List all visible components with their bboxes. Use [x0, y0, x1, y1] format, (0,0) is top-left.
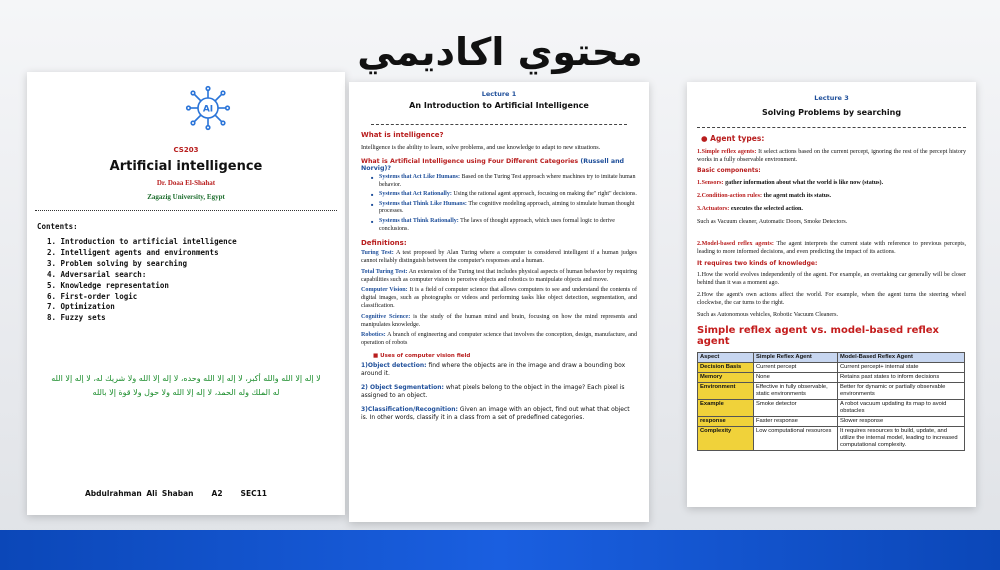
- ai-brain-icon: [184, 84, 232, 132]
- table-row: [698, 373, 965, 383]
- column-header: Simple Reflex Agent: [754, 353, 838, 363]
- author-name: Abdulrahman Ali Shaban: [85, 489, 194, 498]
- table-of-contents: [47, 237, 237, 324]
- bottom-bar: [0, 530, 1000, 570]
- table-cell: Current percept+ internal state: [838, 363, 965, 373]
- subheading: Basic components:: [697, 167, 761, 174]
- table-cell: Effective in fully observable, static environments: [754, 383, 838, 400]
- definition: Cognitive Science: is the study of the human mind and brain, focusing on how the mind represents and manipulates knowledge.: [361, 313, 637, 328]
- table-row: [698, 417, 965, 427]
- table-cell: Faster response: [754, 417, 838, 427]
- column-header: Aspect: [698, 353, 754, 363]
- instructor: Dr. Doaa El-Shahat: [156, 179, 216, 187]
- table-row: [698, 427, 965, 451]
- toc-item: 5. Knowledge representation: [47, 280, 169, 290]
- lecture-label: Lecture 1: [481, 90, 517, 98]
- comparison-title: Simple reflex agent vs. model-based reflex agent: [697, 325, 940, 347]
- comparison-table: [697, 352, 965, 451]
- cover-page: [27, 72, 345, 515]
- group: A2: [211, 489, 223, 498]
- university: Zagazig University, Egypt: [147, 193, 225, 201]
- toc-item: 6. First-order logic: [47, 291, 138, 301]
- toc-item: 3. Problem solving by searching: [47, 258, 187, 268]
- table-row: [698, 400, 965, 417]
- use-item: 2) Object Segmentation: what pixels belong to the object in the image? Each pixel is assigned to an object.: [361, 383, 625, 399]
- table-cell: Smoke detector: [754, 400, 838, 417]
- table-cell: It requires resources to build, update, and utilize the internal model, leading to increased computational complexity.: [838, 427, 965, 451]
- table-cell: Decision Basis: [698, 363, 754, 373]
- divider: [35, 210, 337, 211]
- page-title: محتوي اكاديمي: [357, 30, 643, 74]
- section-heading: ● Agent types:: [701, 134, 765, 143]
- section-heading: What is Artificial Intelligence using Four Different Categories (Russell and Norvig)?: [361, 158, 625, 172]
- dua-line: لا إله إلا الله والله أكبر، لا إله إلا الله وحده، لا إله إلا الله ولا شريك له، لا إله إلا الله: [51, 374, 321, 383]
- table-cell: Slower response: [838, 417, 965, 427]
- toc-item: 2. Intelligent agents and environments: [47, 247, 219, 257]
- lecture-label: Lecture 3: [814, 94, 849, 102]
- table-header-row: [698, 353, 965, 363]
- table-row: [698, 383, 965, 400]
- table-cell: None: [754, 373, 838, 383]
- use-item: 1)Object detection: find where the objects are in the image and draw a bounding box around it.: [361, 361, 626, 377]
- lecture3-page: [687, 82, 976, 507]
- logo-text: AI: [202, 104, 214, 115]
- definition: Total Turing Test: An extension of the Turing test that includes physical aspects of human behavior by requiring capabilities such as computer vision to perceive objects and robotics to manipulate objects and move.: [361, 268, 638, 283]
- definition: Computer Vision: It is a field of computer science that allows computers to see and understand the contents of digital images, such as photographs or videos and performing tasks like object detection, segmentation, and classification.: [361, 287, 637, 309]
- lecture-title: Solving Problems by searching: [761, 108, 902, 117]
- table-cell: A robot vacuum updating its map to avoid obstacles: [838, 400, 965, 417]
- list-item: ■ Systems that Act Like Humans: Based on the Turing Test approach where machines try to imitate human behavior.: [371, 174, 637, 189]
- table-cell: Better for dynamic or partially observable environments: [838, 383, 965, 400]
- list-item: ■ Systems that Act Rationally: Using the rational agent approach, focusing on making the" right" decisions.: [371, 191, 637, 199]
- course-code: CS203: [173, 146, 199, 154]
- course-title: Artificial intelligence: [109, 159, 263, 174]
- author-line: [85, 489, 285, 498]
- definition: Turing Test: A test proposed by Alan Turing where a computer is considered intelligent if a human judges cannot reliably distinguish between the computer's responses and a human.: [361, 250, 637, 264]
- column-header: Model-Based Reflex Agent: [838, 353, 965, 363]
- paragraph: 1.Simple reflex agents: It select actions based on the current percept, ignoring the rest of the percept history works in a fully observable environment.: [697, 149, 966, 163]
- table-row: [698, 363, 965, 373]
- category-list: [371, 174, 637, 233]
- knowledge-item: 2.How the agent's own actions affect the world. For example, when the agent turns the steering wheel clockwise, the car turns to the right.: [697, 292, 966, 306]
- table-cell: Complexity: [698, 427, 754, 451]
- table-cell: Environment: [698, 383, 754, 400]
- table-cell: Example: [698, 400, 754, 417]
- use-item: 3)Classification/Recognition: Given an image with an object, find out what that object is. In other words, classify it in a class from a set of predefined categories.: [361, 405, 630, 421]
- divider: [371, 124, 627, 125]
- paragraph: Such as Vacuum cleaner, Automatic Doors, Smoke Detectors.: [697, 219, 848, 225]
- subheading: It requires two kinds of knowledge:: [697, 260, 818, 267]
- list-item: ■ Systems that Think Like Humans: The cognitive modeling approach, aiming to simulate human thought processes.: [371, 201, 637, 216]
- table-cell: Low computational resources: [754, 427, 838, 451]
- dua-text: [35, 372, 337, 400]
- lecture-title: An Introduction to Artificial Intelligence: [409, 101, 589, 110]
- subheading: ■ Uses of computer vision field: [373, 352, 471, 359]
- dua-line: له الملك وله الحمد، لا إله إلا الله ولا حول ولا قوة إلا بالله: [92, 388, 280, 397]
- toc-item: 1. Introduction to artificial intelligence: [47, 237, 237, 246]
- lecture1-page: [349, 82, 649, 522]
- component-item: 2.Condition-action rules: the agent match its status.: [697, 193, 832, 199]
- toc-item: 7. Optimization: [47, 302, 115, 312]
- list-item: ■ Systems that Think Rationally: The laws of thought approach, which uses formal logic to derive conclusions.: [371, 218, 637, 233]
- paragraph: Intelligence is the ability to learn, solve problems, and use knowledge to adapt to new situations.: [361, 144, 601, 151]
- toc-item: 4. Adversarial search:: [47, 269, 147, 279]
- knowledge-item: 1.How the world evolves independently of the agent. For example, an overtaking car generally will be closer behind than it was a moment ago.: [697, 272, 966, 286]
- contents-label: Contents:: [37, 222, 78, 231]
- table-cell: Memory: [698, 373, 754, 383]
- table-cell: response: [698, 417, 754, 427]
- toc-item: 8. Fuzzy sets: [47, 313, 106, 323]
- section-heading: What is intelligence?: [361, 131, 444, 139]
- section-heading: Definitions:: [361, 239, 407, 248]
- paragraph: Such as Autonomous vehicles, Robotic Vacuum Cleaners.: [697, 312, 839, 318]
- table-cell: Retains past states to inform decisions: [838, 373, 965, 383]
- table-cell: Current percept: [754, 363, 838, 373]
- definition: Robotics: A branch of engineering and computer science that involves the conception, design, manufacture, and operation of robots: [361, 332, 637, 347]
- component-item: 3.Actuators: executes the selected action.: [697, 206, 803, 212]
- section: SEC11: [240, 489, 268, 498]
- divider: [697, 127, 966, 128]
- paragraph: 2.Model-based reflex agents: The agent interprets the current state with reference to previous percepts, leading to more informed decisions, and even predicting the impact of its actions.: [697, 241, 966, 255]
- component-item: 1.Sensors: gather information about what the world is like now (status).: [697, 180, 884, 186]
